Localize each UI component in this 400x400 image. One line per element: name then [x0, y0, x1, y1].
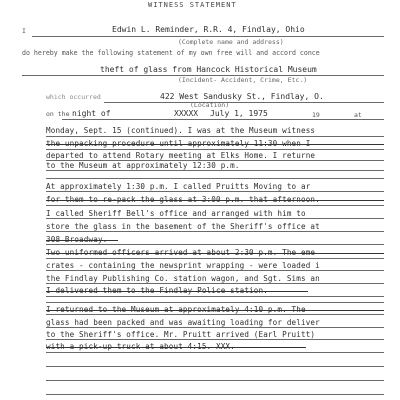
witness-name-address: Edwin L. Reminder, R.R. 4, Findlay, Ohio — [112, 25, 305, 34]
statement-line: I delivered them to the Findlay Police station. — [46, 286, 268, 295]
statement-line: Monday, Sept. 15 (continued). I was at the Museum witness — [46, 126, 316, 135]
statement-line: crates - containing the newsprint wrapping - were loaded i — [46, 261, 320, 270]
line-rule — [46, 178, 384, 179]
line-rule — [46, 296, 384, 297]
line-rule — [46, 339, 384, 340]
strikethrough — [46, 347, 306, 348]
at-label: at — [354, 111, 362, 119]
date-redacted: XXXXX — [174, 109, 199, 118]
strikethrough — [46, 144, 384, 145]
statement-line: store the glass in the basement of the Sheriff's office at — [46, 222, 320, 231]
statement-line: with a pick-up truck at about 4:15. XXX. — [46, 342, 235, 351]
line-rule — [46, 149, 384, 150]
strikethrough — [46, 310, 384, 311]
name-caption: (Complete name and address) — [178, 38, 284, 46]
line-rule — [46, 366, 384, 367]
line-rule — [46, 218, 384, 219]
witness-prefix: I — [22, 27, 26, 35]
strikethrough — [46, 253, 384, 254]
statement-line: departed to attend Rotary meeting at Elks Home. I returne — [46, 151, 316, 160]
statement-line: for them to re-pack the glass at 3:00 p.m. that afternoon. — [46, 195, 320, 204]
line-rule — [46, 170, 384, 171]
incident-caption: (Incident- Accident, Crime, Etc.) — [178, 76, 308, 84]
line-rule — [46, 244, 384, 245]
location-value: 422 West Sandusky St., Findlay, O. — [160, 92, 324, 101]
strikethrough — [46, 240, 118, 241]
location-rule — [104, 102, 384, 103]
line-rule — [46, 283, 384, 284]
line-rule — [46, 191, 384, 192]
incident-value: theft of glass from Hancock Historical Museum — [100, 65, 317, 74]
line-rule — [46, 314, 384, 315]
line-rule — [46, 258, 384, 259]
statement-line: the Findlay Publishing Co. station wagon, and Sgt. Sims an — [46, 274, 320, 283]
line-rule — [46, 136, 384, 137]
date-rule — [62, 119, 384, 120]
line-rule — [46, 302, 384, 303]
statement-line: to the Sheriff's office. Mr. Pruitt arrived (Earl Pruitt) — [46, 330, 316, 339]
line-rule — [46, 394, 384, 395]
line-rule — [46, 270, 384, 271]
line-rule — [46, 231, 384, 232]
strikethrough — [46, 291, 308, 292]
line-rule — [46, 205, 384, 206]
location-caption: (Location) — [190, 101, 230, 109]
line-rule — [46, 380, 384, 381]
statement-line: to the Museum at approximately 12:30 p.m. — [46, 161, 240, 170]
date-text: July 1, 1975 — [210, 109, 268, 118]
location-label: which occurred — [46, 93, 101, 101]
statement-line: At approximately 1:30 p.m. I called Pruitts Moving to ar — [46, 182, 311, 191]
declaration-text: do hereby make the following statement of my own free will and accord conce — [22, 49, 320, 57]
statement-line: the unpacking procedure until approximately 11:30 when I — [46, 139, 311, 148]
statement-line: I called Sheriff Bell's office and arranged with him to — [46, 209, 306, 218]
date-prefix: on the — [46, 110, 70, 118]
line-rule — [46, 352, 384, 353]
statement-line: I returned to the Museum at approximately 4:10 p.m. The — [46, 305, 306, 314]
statement-line: Two uniformed officers arrived at about 2:30 p.m. The eme — [46, 248, 316, 257]
statement-line: 308 Broadway. — [46, 235, 108, 244]
document-title: WITNESS STATEMENT — [148, 1, 237, 9]
name-rule — [32, 36, 384, 37]
year-suffix: 19 — [312, 111, 320, 119]
line-rule — [46, 327, 384, 328]
statement-line: glass had been packed and was awaiting loading for deliver — [46, 318, 320, 327]
strikethrough — [46, 200, 384, 201]
date-value: night of — [72, 109, 111, 118]
